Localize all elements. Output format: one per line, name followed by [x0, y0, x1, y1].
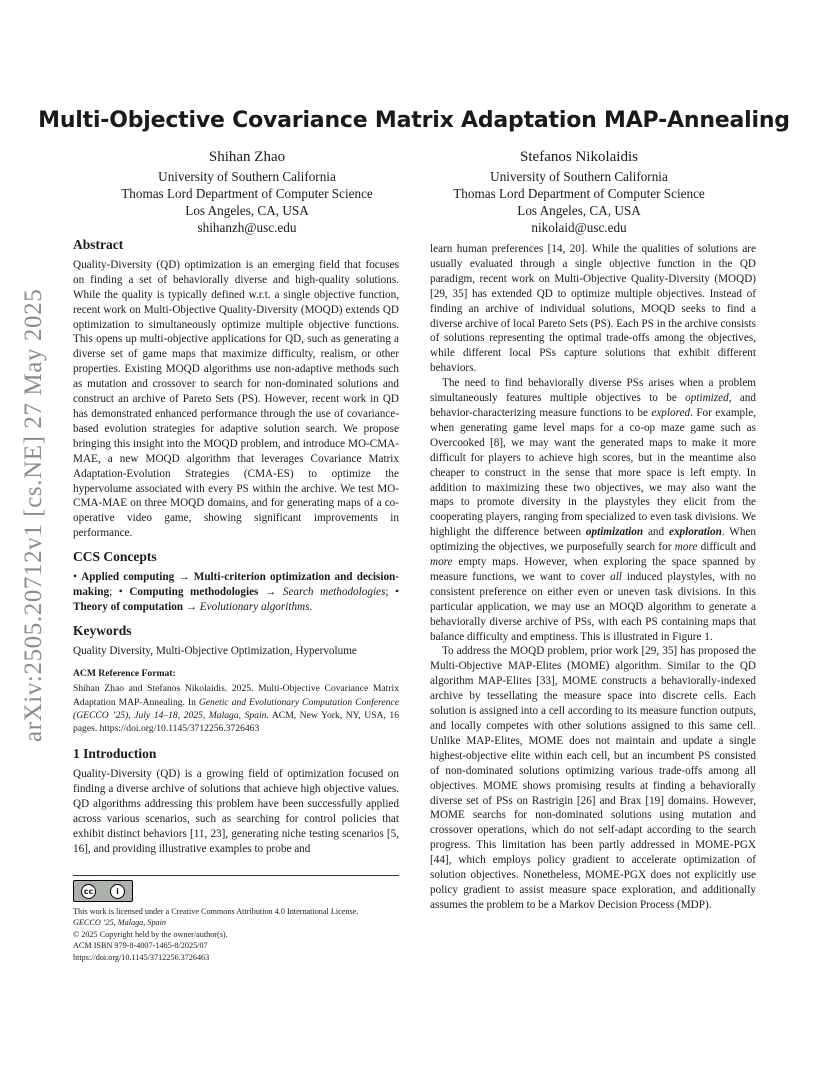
author-name: Shihan Zhao [208, 149, 286, 165]
cc-icon: cc [81, 884, 96, 899]
left-column [73, 238, 399, 857]
keywords-text: Quality Diversity, Multi-Objective Optimization, Hypervolume [73, 644, 357, 657]
paper-title: Multi-Objective Covariance Matrix Adaptation MAP-Annealing [38, 108, 790, 133]
keywords-heading: Keywords [73, 622, 132, 638]
author-block [87, 148, 407, 236]
text-segment: exploration [668, 526, 722, 539]
ccs-concepts: • Applied computing → Multi-criterion optimization and decision-making; • Computing methodologies → Search methodologies; • Theory of computation → Evolutionary algorithms. [73, 571, 400, 613]
text-segment: all [610, 570, 622, 583]
doi-link[interactable]: https://doi.org/10.1145/3712256.3726463 [73, 952, 210, 962]
conference-venue: GECCO ’25, Malaga, Spain [73, 918, 167, 928]
text-segment: more [674, 541, 698, 554]
copyright-text: © 2025 Copyright held by the owner/author(s). [73, 929, 228, 939]
reference-text: Shihan Zhao and Stefanos Nikolaidis. 2025. Multi-Objective Covariance Matrix Adaptation MAP-Annealing. In Genetic and Evolutionary Computation Conference (GECCO ’25), July 14–18, 2025, Malaga, Spain. ACM, New York, NY, USA, 16 pages. https://doi.org/10.1145/3712256.3726463 [73, 683, 399, 735]
text-segment: explored [651, 406, 691, 419]
license-text: This work is licensed under a Creative Commons Attribution 4.0 International License. [73, 907, 359, 916]
text-segment: optimization [585, 526, 644, 539]
text-segment: . When optimizing the objectives, we purposefully search for [430, 526, 756, 554]
author-department: Thomas Lord Department of Computer Science [453, 186, 705, 201]
introduction-text: Quality-Diversity (QD) is a growing field of optimization focused on finding a diverse archive of solutions that achieve high objective values. QD algorithms addressing this problem have been successfully applied across various scenarios, such as searching for control policies that exhibit distinct behaviors [11, 23], generating niche testing scenarios [5, 16], and providing illustrative examples to probe and [73, 768, 399, 855]
reference-heading: ACM Reference Format: [73, 667, 176, 679]
author-affiliation: University of Southern California [158, 169, 336, 184]
text-segment: . For example, when generating game level maps for a co-op maze game such as Overcooked [8], we may want the generated maps to make it more difficult for players to achieve high scores, but in the meantime also cheaper to construct in the sense that more space is left empty. In addition to maximizing these two objectives, we may also want the maps to promote diversity in the playstyles they elicit from the cooperating players, ranging from specialized to even task divisions. We highlight the difference between [430, 406, 756, 539]
text-segment: optimized [685, 392, 729, 405]
author-department: Thomas Lord Department of Computer Science [121, 186, 373, 201]
author-name: Stefanos Nikolaidis [520, 149, 638, 165]
abstract-text: Quality-Diversity (QD) optimization is an emerging field that focuses on finding a set of behaviorally diverse and high-quality solutions. While the quality is typically defined w.r.t. a single objective function, recent work on Multi-Objective Quality-Diversity (MOQD) extends QD optimization to simultaneously optimize multiple objective functions. This opens up multi-objective applications for QD, such as generating a diverse set of game maps that maximize difficulty, realism, or other properties. Existing MOQD algorithms use non-adaptive methods such as mutation and crossover to search for non-dominated solutions and construct an archive of Pareto Sets (PS). However, recent work in QD has demonstrated enhanced performance through the use of covariance-based evolution strategies for adaptive solution search. We propose bringing this insight into the MOQD problem, and introduce MO-CMA-MAE, a new MOQD algorithm that leverages Covariance Matrix Adaptation-Evolution Strategies (CMA-ES) to optimize the hypervolume associated with every PS within the archive. We test MO-CMA-MAE on three MOQD domains, and for generating maps of a co-operative video game, showing significant improvements in performance. [73, 258, 399, 540]
author-affiliation: University of Southern California [490, 169, 668, 184]
paragraph [430, 376, 756, 644]
text-segment: empty maps. However, when exploring the space spanned by measure functions, we want to cover [430, 556, 756, 583]
author-location: Los Angeles, CA, USA [185, 203, 309, 218]
right-column [430, 242, 756, 913]
text-segment: The need to find behaviorally diverse PSs arises when a problem simultaneously features multiple objectives to be [430, 377, 756, 405]
author-location: Los Angeles, CA, USA [517, 203, 641, 218]
ccs-heading: CCS Concepts [73, 549, 157, 565]
text-segment: more [430, 556, 453, 569]
isbn-text: ACM ISBN 979-8-4007-1465-8/2025/07 [73, 941, 208, 951]
arxiv-identifier: arXiv:2505.20712v1 [cs.NE] 27 May 2025 [20, 288, 47, 742]
cc-by-icon [73, 880, 133, 902]
author-email[interactable]: nikolaid@usc.edu [531, 220, 627, 235]
text-segment: and [643, 526, 669, 539]
text-segment: difficult and [697, 541, 756, 554]
introduction-heading: 1 Introduction [73, 746, 157, 762]
abstract-heading: Abstract [73, 237, 124, 252]
footer-notes [73, 875, 399, 963]
text-segment: induced playstyles, with no consistent preference on either even or uneven task divisions. In this particular application, we may use an MOQD algorithm to generate a behaviorally diverse archive of PSs, with each PS containing maps that balance difficulty and emptiness. This is illustrated in Figure 1. [430, 570, 756, 643]
cc-license-badge[interactable] [73, 880, 399, 902]
paragraph: learn human preferences [14, 20]. While the qualities of solutions are usually evaluated through a single objective function in the QD paradigm, recent work on Multi-Objective Quality-Diversity (MOQD) [29, 35] has extended QD to optimize multiple objectives. Instead of finding an archive of individual solutions, MOQD seeks to find a diverse archive of local Pareto Sets (PS). Each PS in the archive consists of solutions representing the optimal trade-offs among the objectives, while different local PSs capture solutions that exhibit different behaviors. [430, 243, 756, 375]
reference-format [73, 667, 399, 736]
author-email[interactable]: shihanzh@usc.edu [197, 220, 297, 235]
author-block [419, 148, 739, 236]
attribution-icon: i [110, 884, 125, 899]
text-segment: , and behavior-characterizing measure functions to be [430, 392, 756, 419]
paragraph: To address the MOQD problem, prior work [29, 35] has proposed the Multi-Objective MAP-Elites (MOME) algorithm. Similar to the QD algorithm MAP-Elites [33], MOME constructs a behaviorally-indexed archive by tessellating the measure space into discrete cells. Each solution is assigned into a cell according to its measure function outputs, and locally competes with other solutions assigned to this same cell. Unlike MAP-Elites, MOME does not maintain and update a single highest-objective elite within each cell, but an incumbent PS consisted of non-dominated solutions optimizing various trade-offs among all objectives. MOME shows promising results at finding a behaviorally diverse set of PSs on Rastrigin [26] and Brax [19] domains. However, MOME searchs for non-dominated solutions using mutation and crossover operations, which do not self-adapt according to the search progress. This limitation has been partly addressed in MOME-PGX [44], which employs policy gradient to accelerate optimization of solution objectives. Nonetheless, MOME-PGX does not explicitly use policy gradient to assist measure space exploration, and additionally assumes the problem to be a Markov Decision Process (MDP). [430, 645, 756, 911]
